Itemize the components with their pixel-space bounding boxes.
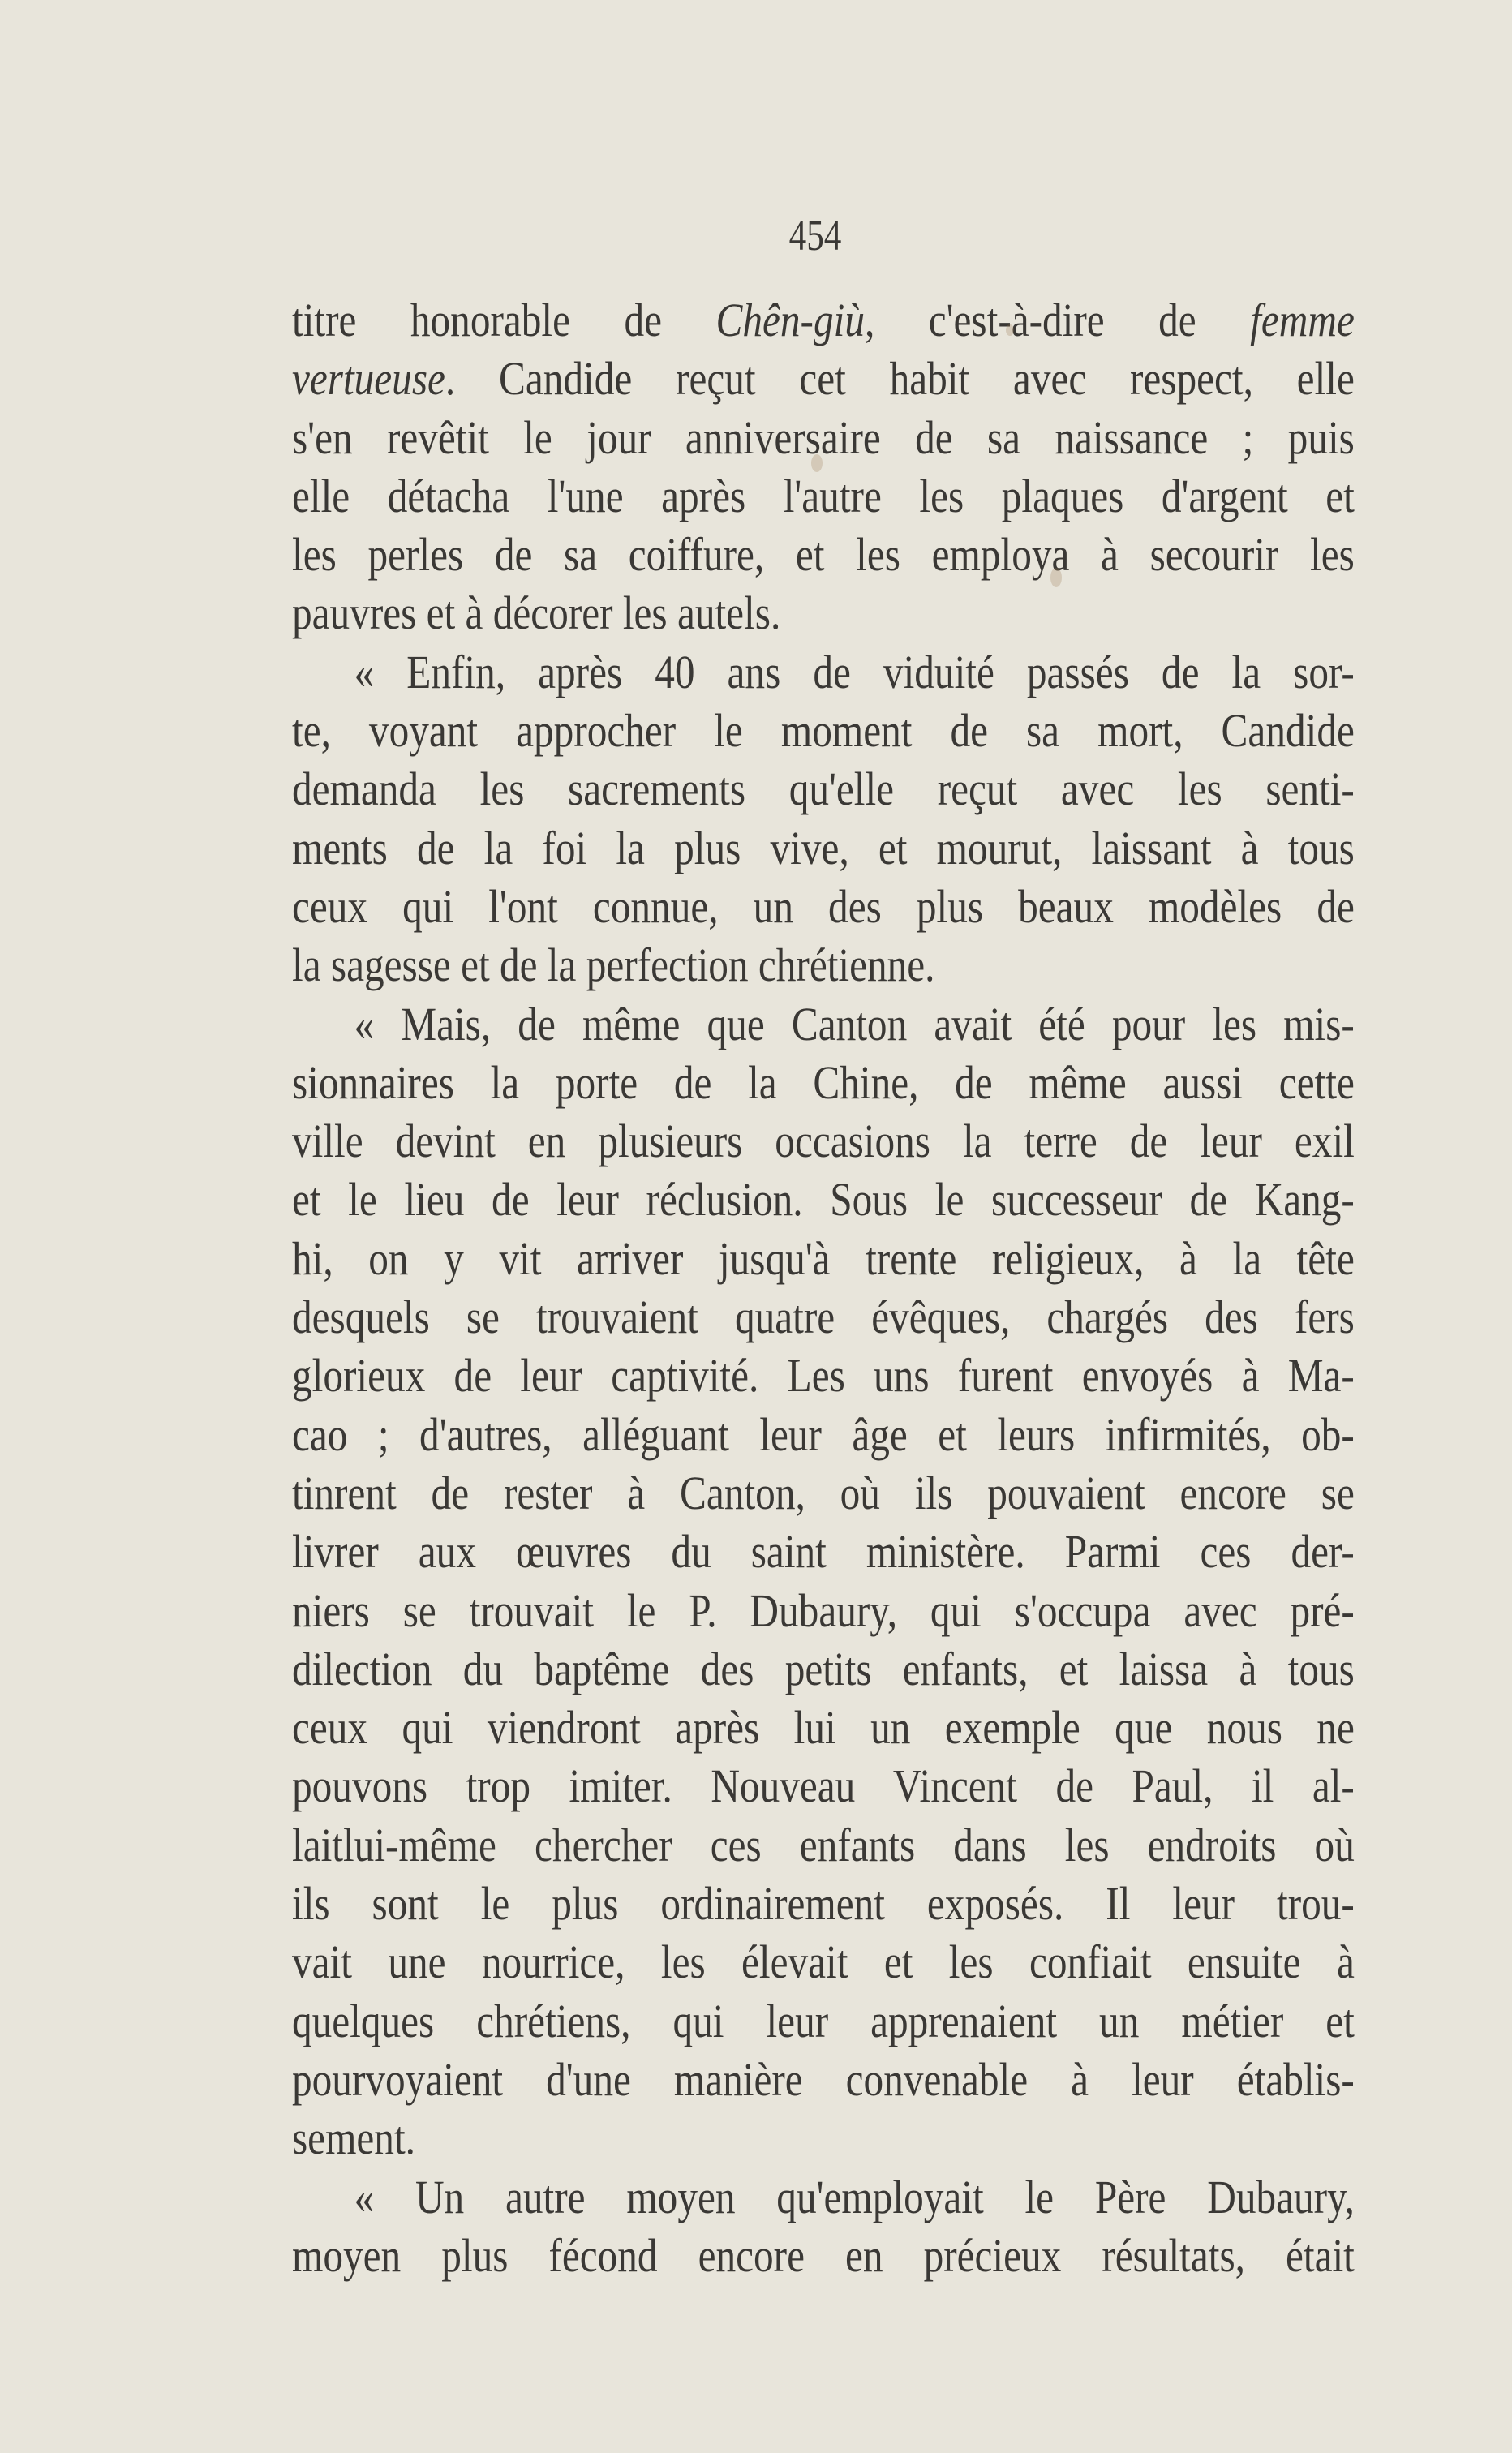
text-segment: sionnaires la porte de la Chine, de même aussi cette: [292, 1055, 1355, 1109]
text-segment: pourvoyaient d'une manière convenable à leur établis-: [292, 2052, 1355, 2106]
text-line: [292, 995, 1355, 1054]
text-line: [292, 1933, 1355, 1991]
text-line: [292, 2227, 1355, 2285]
foxing-spot: [1050, 568, 1062, 587]
text-segment: te, voyant approcher le moment de sa mort, Candide: [292, 704, 1355, 758]
text-segment: ceux qui l'ont connue, un des plus beaux modèles de: [292, 879, 1355, 933]
foxing-spot: [1006, 324, 1014, 336]
text-line: [292, 1640, 1355, 1699]
text-segment: sement.: [292, 2111, 415, 2165]
text-line: [292, 1054, 1355, 1112]
text-segment: dilection du baptême des petits enfants, et laissa à tous: [292, 1642, 1355, 1695]
text-line: [292, 1582, 1355, 1640]
text-line: [292, 350, 1355, 408]
text-segment: cao ; d'autres, alléguant leur âge et leurs infirmités, ob-: [292, 1407, 1355, 1461]
text-segment: « Mais, de même que Canton avait été pour les mis-: [354, 997, 1355, 1050]
text-line: [292, 1347, 1355, 1405]
text-line: [292, 2109, 1355, 2167]
text-line: [292, 702, 1355, 760]
text-segment: laitlui-même chercher ces enfants dans les endroits où: [292, 1818, 1355, 1871]
italic-text: Chên-giù: [715, 294, 865, 346]
text-line: [292, 1992, 1355, 2051]
text-segment: , c'est-à-dire de: [864, 294, 1251, 346]
italic-text: vertueuse: [292, 352, 445, 406]
text-line: [292, 1699, 1355, 1757]
text-line: [292, 1406, 1355, 1464]
text-line: [292, 409, 1355, 467]
text-line: [292, 1875, 1355, 1933]
text-segment: vait une nourrice, les élevait et les confiait ensuite à: [292, 1935, 1355, 1989]
text-segment: ments de la foi la plus vive, et mourut, laissant à tous: [292, 821, 1355, 874]
text-line: [292, 1230, 1355, 1288]
text-line: [292, 1464, 1355, 1523]
text-segment: demanda les sacrements qu'elle reçut avec les senti-: [292, 763, 1355, 816]
text-segment: glorieux de leur captivité. Les uns furent envoyés à Ma-: [292, 1349, 1355, 1403]
text-segment: elle détacha l'une après l'autre les plaques d'argent et: [292, 469, 1355, 522]
text-segment: hi, on y vit arriver jusqu'à trente religieux, à la tête: [292, 1231, 1355, 1285]
body-text: [292, 291, 1355, 2285]
text-line: [292, 1523, 1355, 1581]
text-line: [292, 1112, 1355, 1171]
text-segment: les perles de sa coiffure, et les employa à secourir les: [292, 528, 1355, 582]
text-segment: livrer aux œuvres du saint ministère. Parmi ces der-: [292, 1525, 1355, 1579]
text-line: [292, 643, 1355, 702]
text-segment: desquels se trouvaient quatre évêques, chargés des fers: [292, 1291, 1355, 1344]
text-line: [292, 2168, 1355, 2227]
text-line: [292, 1288, 1355, 1347]
text-line: [292, 467, 1355, 526]
text-line: [292, 936, 1355, 995]
text-segment: moyen plus fécond encore en précieux résultats, était: [292, 2228, 1355, 2282]
text-segment: « Enfin, après 40 ans de viduité passés de la sor-: [354, 645, 1355, 698]
text-segment: niers se trouvait le P. Dubaury, qui s'occupa avec pré-: [292, 1583, 1355, 1637]
text-segment: pauvres et à décorer les autels.: [292, 586, 781, 640]
text-segment: « Un autre moyen qu'employait le Père Dubaury,: [354, 2170, 1355, 2223]
text-line: [292, 819, 1355, 878]
text-segment: ils sont le plus ordinairement exposés. Il leur trou-: [292, 1877, 1355, 1931]
text-segment: . Candide reçut cet habit avec respect, elle: [445, 352, 1355, 406]
text-line: [292, 1171, 1355, 1229]
text-line: [292, 291, 1355, 350]
text-segment: pouvons trop imiter. Nouveau Vincent de Paul, il al-: [292, 1759, 1355, 1813]
text-segment: quelques chrétiens, qui leur apprenaient un métier et: [292, 1994, 1355, 2047]
text-line: [292, 878, 1355, 936]
text-segment: titre honorable de: [292, 294, 716, 346]
text-line: [292, 1757, 1355, 1815]
text-segment: la sagesse et de la perfection chrétienne.: [292, 939, 935, 992]
foxing-spot: [811, 454, 823, 472]
text-segment: tinrent de rester à Canton, où ils pouvaient encore se: [292, 1466, 1355, 1519]
text-line: [292, 526, 1355, 584]
text-line: [292, 760, 1355, 818]
text-segment: ceux qui viendront après lui un exemple que nous ne: [292, 1701, 1355, 1755]
italic-text: femme: [1250, 294, 1355, 346]
text-line: [292, 2051, 1355, 2109]
text-line: [292, 1816, 1355, 1875]
text-segment: s'en revêtit le jour anniversaire de sa naissance ; puis: [292, 410, 1355, 464]
page-number: 454: [788, 211, 842, 260]
text-line: [292, 584, 1355, 642]
text-segment: et le lieu de leur réclusion. Sous le successeur de Kang-: [292, 1173, 1355, 1226]
text-segment: ville devint en plusieurs occasions la terre de leur exil: [292, 1115, 1355, 1168]
